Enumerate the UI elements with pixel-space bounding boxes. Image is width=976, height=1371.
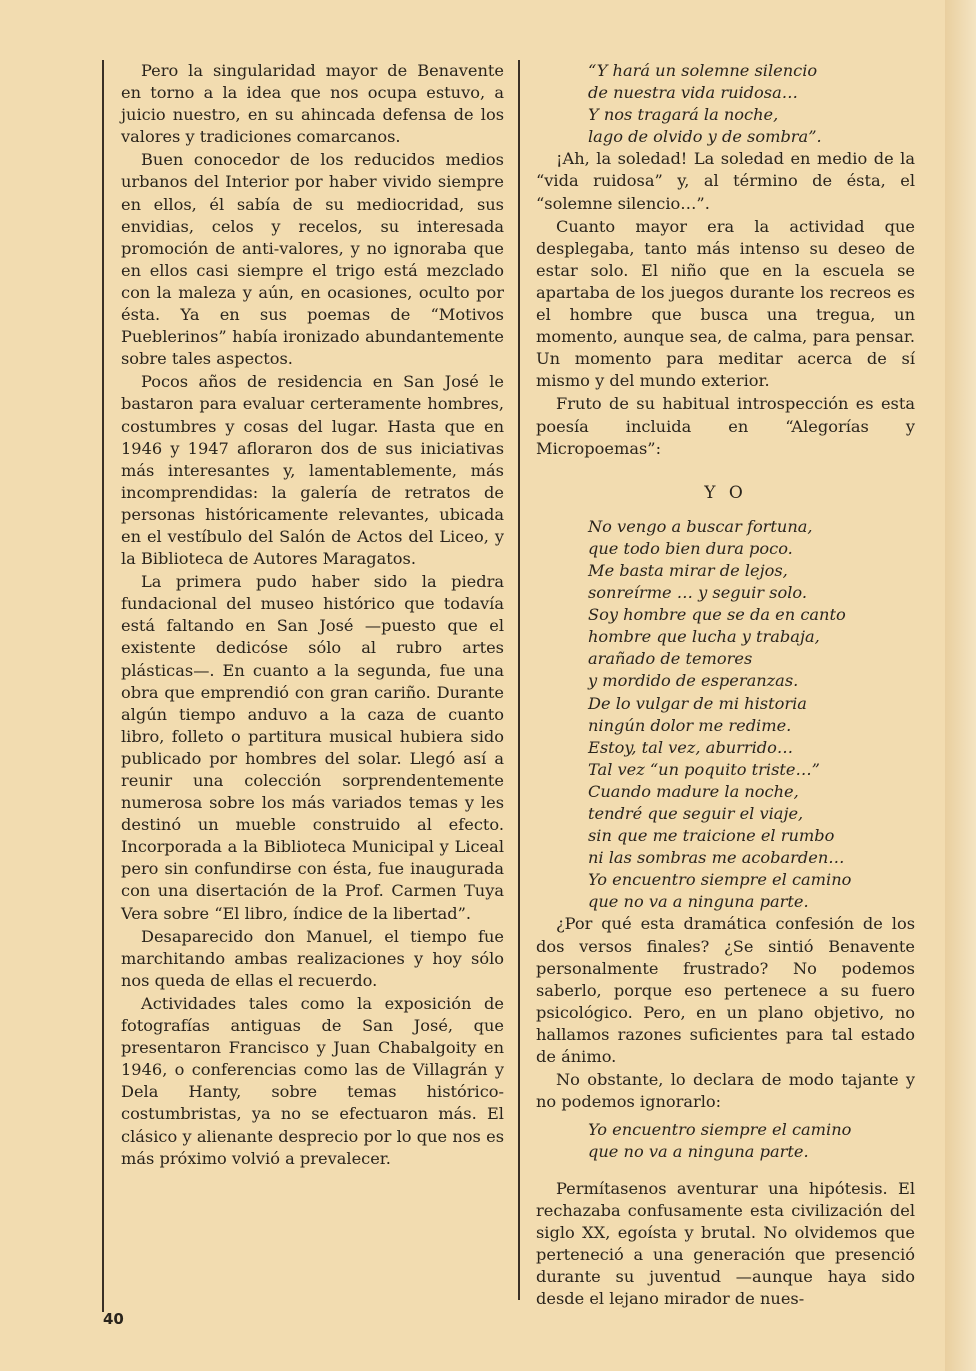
page-number: 40 <box>103 1310 124 1328</box>
poem-line: hombre que lucha y trabaja, <box>588 627 820 647</box>
poem-line: ningún dolor me redime. <box>588 715 792 735</box>
poem-line: tendré que seguir el viaje, <box>588 804 804 823</box>
poem <box>536 516 915 914</box>
paragraph: ¿Por qué esta dramática confesión de los dos versos finales? ¿Se sintió Benavente personalmente frustrado? No podemos saberlo, porque eso pertenece a su fuero psicológico. Pero, en un plano objetivo, no hallamos razones suficientes para tal estado de ánimo. <box>536 914 915 1067</box>
page-edge-shadow <box>945 0 976 1371</box>
poem-line: Me basta mirar de lejos, <box>588 560 788 580</box>
verse-line: “Y hará un solemne silencio <box>588 61 818 80</box>
verse-line: de nuestra vida ruidosa… <box>588 83 798 103</box>
left-text-column <box>121 60 504 1170</box>
opening-verse-quote <box>536 60 915 148</box>
poem-line: Tal vez “un poquito triste…” <box>588 759 820 779</box>
paragraph: Pocos años de residencia en San José le bastaron para evaluar certeramente hombres, costumbres y cosas del lugar. Hasta que en 1946 y 1947 afloraron dos de sus iniciativas más interesantes y, lamentablemente, más incomprendidas: la galería de retratos de personas históricamente relevantes, ubicada en el vestíbulo del Salón de Actos del Liceo, y la Biblioteca de Autores Maragatos. <box>121 372 504 569</box>
poem-line: De lo vulgar de mi historia <box>588 693 807 713</box>
paragraph: Desaparecido don Manuel, el tiempo fue marchitando ambas realizaciones y hoy sólo nos queda de ellas el recuerdo. <box>121 926 504 990</box>
poem-line: que no va a ninguna parte. <box>588 892 809 912</box>
paragraph: ¡Ah, la soledad! La soledad en medio de la “vida ruidosa” y, al término de ésta, el “solemne silencio…”. <box>536 149 915 213</box>
left-margin-rule <box>102 60 104 1312</box>
poem-line: Yo encuentro siempre el camino <box>588 870 852 890</box>
poem-line: sin que me traicione el rumbo <box>588 826 835 846</box>
poem-line: arañado de temores <box>588 649 753 669</box>
verse-line: que no va a ninguna parte. <box>588 1142 809 1162</box>
paragraph: Actividades tales como la exposición de fotografías antiguas de San José, que presentaron Francisco y Juan Chabalgoity en 1946, o conferencias como las de Villagrán y Dela Hanty, sobre temas histórico-costumbristas, ya no se efectuaron más. El clásico y alienante desprecio por lo que nos es más próximo volvió a prevalecer. <box>121 993 504 1168</box>
verse-line: Yo encuentro siempre el camino <box>588 1120 852 1140</box>
paragraph: Fruto de su habitual introspección es esta poesía incluida en “Alegorías y Micropoemas”: <box>536 394 915 458</box>
right-text-column <box>536 60 915 1310</box>
poem-line: sonreírme … y seguir solo. <box>588 583 807 603</box>
poem-line: Soy hombre que se da en canto <box>588 605 846 625</box>
repeated-verse-quote <box>536 1119 915 1163</box>
paragraph: Cuanto mayor era la actividad que desplegaba, tanto más intenso su deseo de estar solo. El niño que en la escuela se apartaba de los juegos durante los recreos es el hombre que busca una tregua, un momento, aunque sea, de calma, para pensar. Un momento para meditar acerca de sí mismo y del mundo exterior. <box>536 216 915 391</box>
paragraph: La primera pudo haber sido la piedra fundacional del museo histórico que todavía está faltando en San José —puesto que el existente dedicóse sólo al rubro artes plásticas—. En cuanto a la segunda, fue una obra que emprendió con gran cariño. Durante algún tiempo anduvo a la caza de cuanto libro, folleto o partitura musical hubiera sido publicado por hombres del solar. Llegó así a reunir una colección sorprendentemente numerosa sobre los más variados temas y les destinó un mueble construido al efecto. Incorporada a la Biblioteca Municipal y Liceal pero sin confundirse con ésta, fue inaugurada con una disertación de la Prof. Carmen Tuya Vera sobre “El libro, índice de la libertad”. <box>121 572 504 923</box>
verse-line: Y nos tragará la noche, <box>588 105 779 125</box>
poem-line: que todo bien dura poco. <box>588 538 793 558</box>
paragraph: Permítasenos aventurar una hipótesis. El rechazaba confusamente esta civilización del siglo XX, egoísta y brutal. No olvidemos que perteneció a una generación que presenció durante su juventud —aunque haya sido desde el lejano mirador de nues- <box>536 1178 915 1308</box>
column-divider-rule <box>518 60 520 1300</box>
verse-line: lago de olvido y de sombra”. <box>588 127 822 147</box>
poem-line: ni las sombras me acobarden… <box>588 848 845 868</box>
poem-line: No vengo a buscar fortuna, <box>588 516 813 536</box>
poem-title: Y O <box>704 482 747 503</box>
poem-line: y mordido de esperanzas. <box>588 671 799 691</box>
paragraph: No obstante, lo declara de modo tajante y no podemos ignorarlo: <box>536 1070 915 1112</box>
poem-line: Estoy, tal vez, aburrido… <box>588 737 794 757</box>
poem-line: Cuando madure la noche, <box>588 781 799 801</box>
paragraph: Pero la singularidad mayor de Benavente en torno a la idea que nos ocupa estuvo, a juicio nuestro, en su ahincada defensa de los valores y tradiciones comarcanos. <box>121 61 504 147</box>
paragraph: Buen conocedor de los reducidos medios urbanos del Interior por haber vivido siempre en ellos, él sabía de su mediocridad, sus envidias, celos y recelos, su interesada promoción de anti-valores, y no ignoraba que en ellos casi siempre el trigo está mezclado con la maleza y aún, en ocasiones, oculto por ésta. Ya en sus poemas de “Motivos Pueblerinos” había ironizado abundantemente sobre tales aspectos. <box>121 150 504 369</box>
